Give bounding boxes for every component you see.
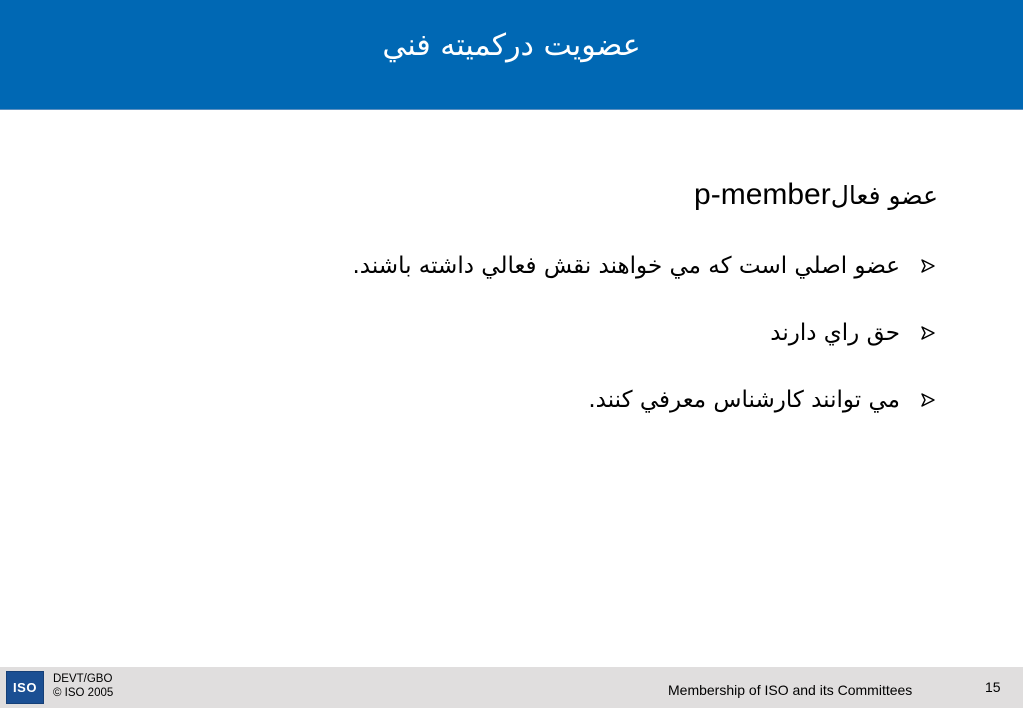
slide-header <box>0 0 1023 110</box>
slide-title: عضويت دركميته فني <box>382 28 641 63</box>
logo-text: ISO <box>13 680 37 695</box>
arrowhead-bullet-icon <box>918 249 938 283</box>
iso-logo <box>6 671 44 704</box>
bullet-item <box>270 316 938 350</box>
footer-info <box>53 672 113 700</box>
footer-copyright: © ISO 2005 <box>53 687 114 699</box>
bullet-text: عضو اصلي است كه مي خواهند نقش فعالي داشته باشند. <box>352 253 900 279</box>
heading-english: p-member <box>694 178 831 211</box>
page-number: 15 <box>985 679 1001 695</box>
footer-dept: DEVT/GBO <box>53 673 113 685</box>
arrowhead-bullet-icon <box>918 316 938 350</box>
arrowhead-bullet-icon <box>918 383 938 417</box>
heading-persian: عضو فعال <box>830 181 938 210</box>
bullet-text: حق راي دارند <box>770 320 900 346</box>
slide-footer <box>0 667 1023 708</box>
bullet-text: مي توانند كارشناس معرفي كنند. <box>588 387 900 413</box>
member-heading <box>270 175 938 216</box>
footer-presentation-title: Membership of ISO and its Committees <box>668 682 913 698</box>
slide-body <box>270 175 938 417</box>
bullet-item <box>270 249 938 283</box>
bullet-item <box>270 383 938 417</box>
